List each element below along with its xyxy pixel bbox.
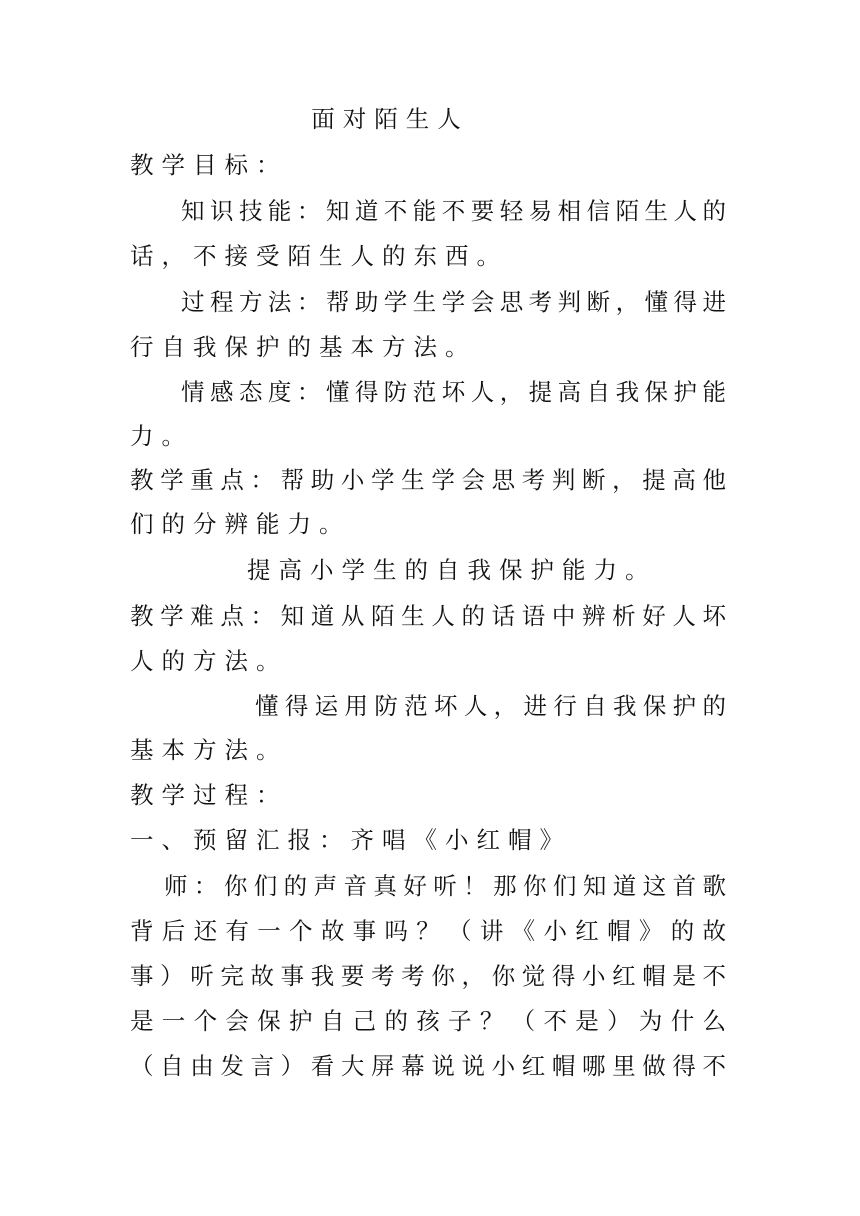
objective-knowledge-line-1: 知识技能：知道不能不要轻易相信陌生人的: [181, 197, 726, 225]
key-points-line-1: 教学重点：帮助小学生学会思考判断，提高他: [130, 466, 726, 494]
step1-body-line-4: 是一个会保护自己的孩子？（不是）为什么: [130, 1007, 726, 1035]
key-points-line-2: 们的分辨能力。: [130, 510, 351, 538]
process-heading: 教学过程：: [130, 781, 288, 809]
objective-knowledge-line-2: 话，不接受陌生人的东西。: [130, 242, 508, 270]
objective-process-line-1: 过程方法：帮助学生学会思考判断，懂得进: [181, 288, 726, 316]
objectives-heading: 教学目标：: [130, 151, 288, 179]
step1-heading: 一、预留汇报：齐唱《小红帽》: [130, 826, 571, 854]
document-title: 面对陌生人: [311, 105, 469, 133]
objective-emotion-line-2: 力。: [130, 422, 193, 450]
difficulties-line-1: 教学难点：知道从陌生人的话语中辨析好人坏: [130, 602, 726, 630]
objective-emotion-line-1: 情感态度：懂得防范坏人，提高自我保护能: [181, 378, 726, 406]
step1-body-line-1: 师：你们的声音真好听！那你们知道这首歌: [164, 872, 726, 900]
step1-body-line-5: （自由发言）看大屏幕说说小红帽哪里做得不: [130, 1052, 726, 1080]
step1-body-line-2: 背后还有一个故事吗？（讲《小红帽》的故: [130, 917, 726, 945]
difficulties-line-3: 懂得运用防范坏人，进行自我保护的: [255, 692, 726, 720]
step1-body-line-3: 事）听完故事我要考考你，你觉得小红帽是不: [130, 962, 726, 990]
difficulties-line-2: 人的方法。: [130, 647, 288, 675]
objective-process-line-2: 行自我保护的基本方法。: [130, 333, 477, 361]
key-points-line-3: 提高小学生的自我保护能力。: [247, 556, 657, 584]
difficulties-line-4: 基本方法。: [130, 736, 288, 764]
